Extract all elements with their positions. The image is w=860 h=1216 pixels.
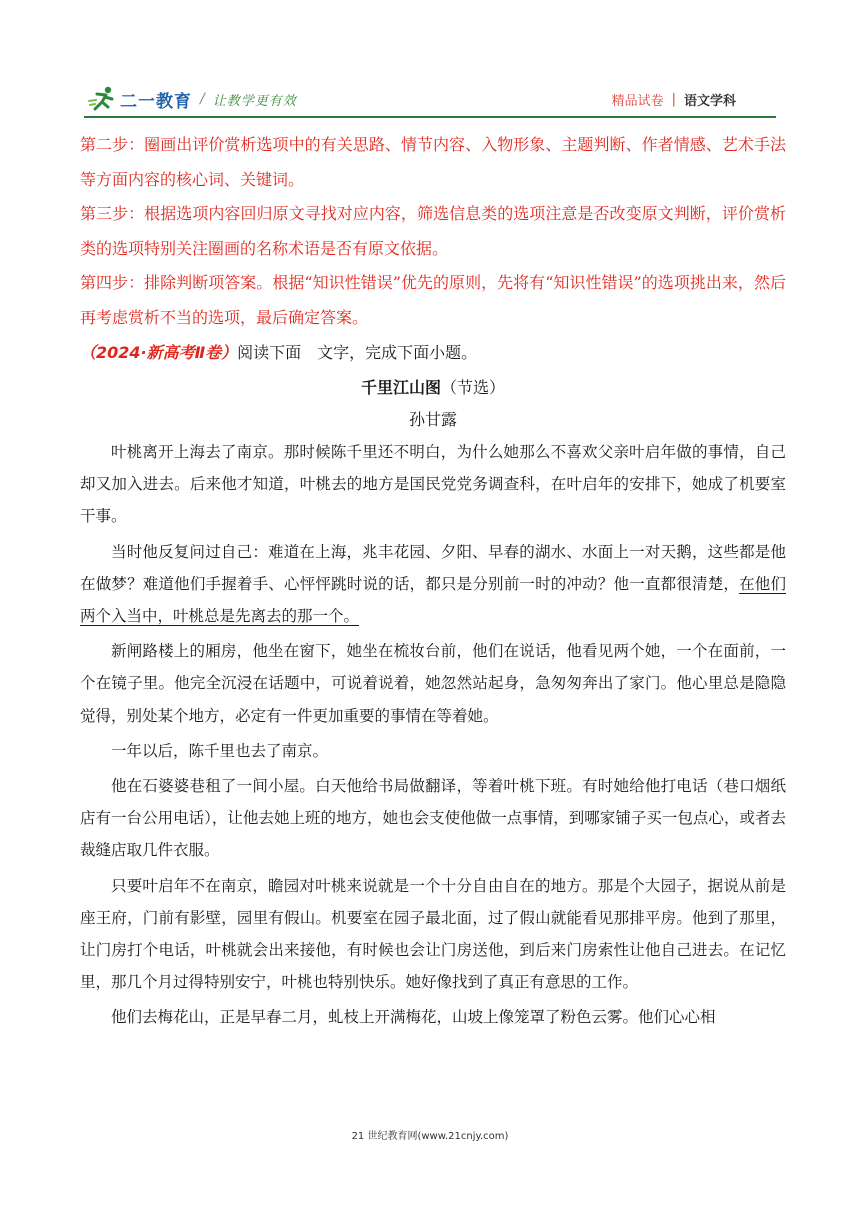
paragraph-2-text: 当时他反复问过自己：难道在上海，兆丰花园、夕阳、早春的湖水、水面上一对天鹅，这些都是他在做梦？难道他们手握着手、心怦怦跳时说的话，都只是分别前一时的冲动？他一直都很清楚， bbox=[80, 542, 786, 593]
tag-premium-paper: 精品试卷 bbox=[611, 94, 664, 109]
underlined-sentence: 在他们两个入当中，叶桃总是先离去的那一个。 bbox=[80, 574, 786, 626]
paragraph-7: 他们去梅花山，正是早春二月，虬枝上开满梅花，山坡上像笼罩了粉色云雾。他们心心相 bbox=[111, 1008, 716, 1027]
paragraph-3: 新闸路楼上的厢房，他坐在窗下，她坐在梳妆台前，他们在说话，他看见两个她，一个在面前，一个在镜子里。他完全沉浸在话题中，可说着说着，她忽然站起身，急匆匆奔出了家门。他心里总是隐隐觉得，别处某个地方，必定有一件更加重要的事情在等着她。 bbox=[80, 642, 786, 725]
article-title-text: 千里江山图 bbox=[360, 378, 441, 397]
paragraph-4: 一年以后，陈千里也去了南京。 bbox=[111, 741, 329, 760]
page-footer: 21 世纪教育网(www.21cnjy.com) bbox=[351, 1131, 509, 1142]
article-title-note: （节选） bbox=[441, 378, 506, 397]
runner-icon bbox=[88, 85, 118, 113]
step-two: 第二步：圈画出评价赏析选项中的有关思路、情节内容、入物形象、主题判断、作者情感、艺术手法等方面内容的核心词、关键词。 bbox=[80, 135, 786, 189]
article-title bbox=[80, 372, 786, 404]
logo-divider: / bbox=[200, 91, 205, 107]
document-body bbox=[80, 128, 786, 1037]
paragraph-1: 叶桃离开上海去了南京。那时候陈千里还不明白，为什么她那么不喜欢父亲叶启年做的事情，自己却又加入进去。后来他才知道，叶桃去的地方是国民党党务调查科，在叶启年的安排下，她成了机要室干事。 bbox=[80, 443, 786, 526]
step-four: 第四步：排除判断项答案。根据“知识性错误”优先的原则，先将有“知识性错误”的选项挑出来，然后再考虑赏析不当的选项，最后确定答案。 bbox=[80, 273, 786, 327]
paragraph-6: 只要叶启年不在南京，瞻园对叶桃来说就是一个十分自由自在的地方。那是个大园子，据说从前是座王府，门前有影壁，园里有假山。机要室在园子最北面，过了假山就能看见那排平房。他到了那里，让门房打个电话，叶桃就会出来接他，有时候也会让门房送他，到后来门房索性让他自己进去。在记忆里，那几个月过得特别安宁，叶桃也特别快乐。她好像找到了真正有意思的工作。 bbox=[80, 876, 786, 992]
tag-separator: | bbox=[671, 92, 676, 107]
logo-slogan: 让教学更有效 bbox=[212, 93, 297, 109]
paragraph-2 bbox=[80, 536, 786, 633]
step-three: 第三步：根据选项内容回归原文寻找对应内容，筛选信息类的选项注意是否改变原文判断，评价赏析类的选项特别关注圈画的名称术语是否有原文依据。 bbox=[80, 204, 786, 258]
exam-source-tag: （2024·新高考Ⅱ卷） bbox=[80, 343, 238, 362]
logo-name: 二一教育 bbox=[120, 91, 192, 112]
tag-subject: 语文学科 bbox=[683, 94, 736, 109]
page-header bbox=[84, 84, 776, 118]
header-tags bbox=[612, 90, 736, 109]
article-author: 孙甘露 bbox=[408, 410, 457, 429]
reading-instruction: 阅读下面 文字，完成下面小题。 bbox=[237, 343, 478, 362]
paragraph-5: 他在石婆婆巷租了一间小屋。白天他给书局做翻译，等着叶桃下班。有时她给他打电话（巷口烟纸店有一台公用电话），让他去她上班的地方，她也会支使他做一点事情，到哪家铺子买一包点心，或者去裁缝店取几件衣服。 bbox=[80, 777, 786, 860]
logo bbox=[88, 84, 297, 114]
question-source bbox=[80, 336, 786, 370]
